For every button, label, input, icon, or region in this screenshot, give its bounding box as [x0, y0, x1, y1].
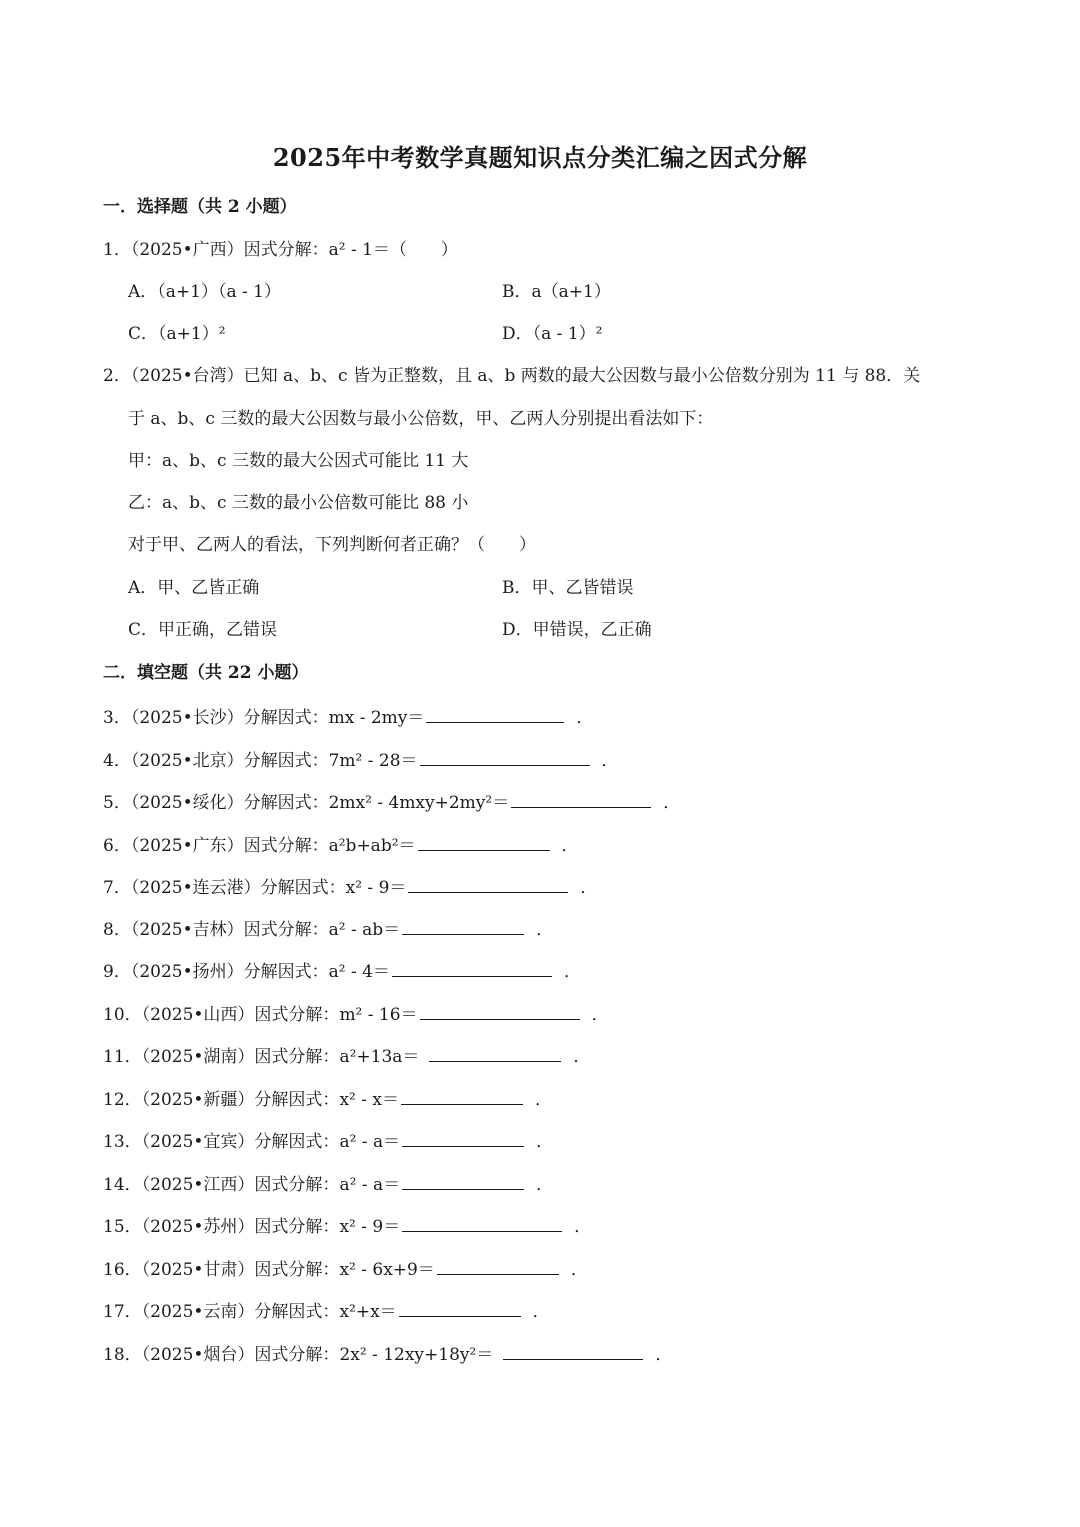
fill-question-head: 17．（2025•云南）分解因式： — [103, 1302, 340, 1322]
fill-question — [103, 789, 680, 815]
fill-question — [103, 704, 593, 730]
fill-question — [103, 1341, 672, 1367]
question-1-option-c: C．（a+1）² — [128, 324, 226, 344]
question-2-option-a: A．甲、乙皆正确 — [128, 578, 260, 598]
answer-blank[interactable] — [392, 958, 552, 977]
fill-question-head: 11．（2025•湖南）因式分解： — [103, 1047, 340, 1067]
fill-question-period: ． — [580, 878, 598, 898]
fill-question — [103, 958, 581, 984]
question-2-line-2: 于 a、b、c 三数的最大公因数与最小公倍数，甲、乙两人分别提出看法如下： — [128, 409, 714, 429]
fill-question-period: ． — [663, 793, 681, 813]
fill-question-head: 3．（2025•长沙）分解因式： — [103, 708, 329, 728]
fill-question-expr: m² - 16＝ — [339, 1005, 418, 1025]
answer-blank[interactable] — [418, 832, 550, 851]
page-title: 2025年中考数学真题知识点分类汇编之因式分解 — [272, 143, 808, 172]
fill-question-expr: a² - a＝ — [339, 1175, 401, 1195]
answer-blank[interactable] — [503, 1341, 643, 1360]
fill-question-head: 14．（2025•江西）因式分解： — [103, 1175, 340, 1195]
answer-blank[interactable] — [402, 1213, 562, 1232]
fill-question-expr: mx - 2my＝ — [328, 708, 425, 728]
answer-blank[interactable] — [420, 1001, 580, 1020]
question-1-option-d: D．（a - 1）² — [502, 324, 603, 344]
fill-question — [103, 916, 553, 942]
question-1 — [103, 238, 458, 262]
fill-question-period: ． — [574, 1217, 592, 1237]
fill-question-expr: x² - 9＝ — [345, 878, 407, 898]
answer-blank[interactable] — [401, 1086, 523, 1105]
fill-question-period: ． — [561, 836, 579, 856]
fill-question-head: 16．（2025•甘肃）因式分解： — [103, 1260, 340, 1280]
question-2-statement-jia: 甲：a、b、c 三数的最大公因式可能比 11 大 — [128, 451, 469, 471]
fill-question-expr: x²+x＝ — [339, 1302, 397, 1322]
fill-question-period: ． — [534, 1090, 552, 1110]
answer-blank[interactable] — [437, 1256, 559, 1275]
fill-question-head: 13．（2025•宜宾）分解因式： — [103, 1132, 340, 1152]
question-2-option-b: B．甲、乙皆错误 — [502, 578, 634, 598]
section-heading-choice: 一．选择题（共 2 小题） — [103, 197, 297, 217]
fill-question-period: ． — [536, 1132, 554, 1152]
fill-question-expr: a² - a＝ — [339, 1132, 401, 1152]
fill-question — [103, 874, 597, 900]
fill-question-period: ． — [532, 1302, 550, 1322]
question-1-expr: a² - 1＝（ ） — [328, 240, 458, 260]
fill-question — [103, 1298, 550, 1324]
fill-question-period: ． — [563, 962, 581, 982]
fill-question-head: 18．（2025•烟台）因式分解： — [103, 1345, 340, 1365]
fill-question-expr: a² - ab＝ — [328, 920, 401, 940]
fill-question — [103, 1043, 590, 1069]
fill-question — [103, 747, 619, 773]
fill-question — [103, 1171, 553, 1197]
question-1-option-b: B．a（a+1） — [502, 282, 611, 302]
answer-blank[interactable] — [402, 1128, 524, 1147]
fill-question-expr: a² - 4＝ — [328, 962, 390, 982]
fill-question-head: 9．（2025•扬州）分解因式： — [103, 962, 329, 982]
question-2-line-1: 2．（2025•台湾）已知 a、b、c 皆为正整数，且 a、b 两数的最大公因数与最小公倍数分别为 11 与 88．关 — [103, 366, 921, 386]
answer-blank[interactable] — [511, 789, 651, 808]
question-2-option-c: C．甲正确，乙错误 — [128, 620, 278, 640]
answer-blank[interactable] — [426, 704, 564, 723]
fill-question-head: 10．（2025•山西）因式分解： — [103, 1005, 340, 1025]
fill-question-expr: a²b+ab²＝ — [328, 836, 416, 856]
fill-question-period: ． — [655, 1345, 673, 1365]
fill-question-period: ． — [570, 1260, 588, 1280]
fill-question-expr: 2mx² - 4mxy+2my²＝ — [328, 793, 510, 813]
fill-question-head: 4．（2025•北京）分解因式： — [103, 751, 329, 771]
answer-blank[interactable] — [429, 1043, 561, 1062]
section-heading-fill-in: 二．填空题（共 22 小题） — [103, 663, 309, 683]
fill-question-head: 6．（2025•广东）因式分解： — [103, 836, 329, 856]
fill-question-period: ． — [536, 920, 554, 940]
fill-question-expr: x² - x＝ — [339, 1090, 399, 1110]
fill-question-period: ． — [573, 1047, 591, 1067]
fill-question — [103, 1256, 588, 1282]
fill-question-head: 5．（2025•绥化）分解因式： — [103, 793, 329, 813]
answer-blank[interactable] — [420, 747, 590, 766]
question-2-prompt: 对于甲、乙两人的看法，下列判断何者正确？（ ） — [128, 535, 536, 555]
fill-question-expr: x² - 9＝ — [339, 1217, 401, 1237]
answer-blank[interactable] — [402, 916, 524, 935]
fill-question-period: ． — [576, 708, 594, 728]
fill-question — [103, 1213, 591, 1239]
fill-question-period: ． — [591, 1005, 609, 1025]
fill-question — [103, 1086, 552, 1112]
fill-question-expr: a²+13a＝ — [339, 1047, 420, 1067]
fill-question-period: ． — [536, 1175, 554, 1195]
question-2-statement-yi: 乙：a、b、c 三数的最小公倍数可能比 88 小 — [128, 493, 469, 513]
fill-question-head: 8．（2025•吉林）因式分解： — [103, 920, 329, 940]
fill-question — [103, 1001, 609, 1027]
fill-question-head: 15．（2025•苏州）因式分解： — [103, 1217, 340, 1237]
fill-question-expr: x² - 6x+9＝ — [339, 1260, 435, 1280]
answer-blank[interactable] — [408, 874, 568, 893]
answer-blank[interactable] — [402, 1171, 524, 1190]
answer-blank[interactable] — [399, 1298, 521, 1317]
fill-question-expr: 7m² - 28＝ — [328, 751, 418, 771]
fill-question — [103, 832, 579, 858]
question-1-option-a: A．（a+1）（a - 1） — [128, 282, 281, 302]
question-2-option-d: D．甲错误，乙正确 — [502, 620, 652, 640]
fill-question-period: ． — [601, 751, 619, 771]
question-1-head: 1．（2025•广西）因式分解： — [103, 240, 329, 260]
fill-question-head: 7．（2025•连云港）分解因式： — [103, 878, 346, 898]
fill-question — [103, 1128, 553, 1154]
fill-question-expr: 2x² - 12xy+18y²＝ — [339, 1345, 494, 1365]
fill-question-head: 12．（2025•新疆）分解因式： — [103, 1090, 340, 1110]
